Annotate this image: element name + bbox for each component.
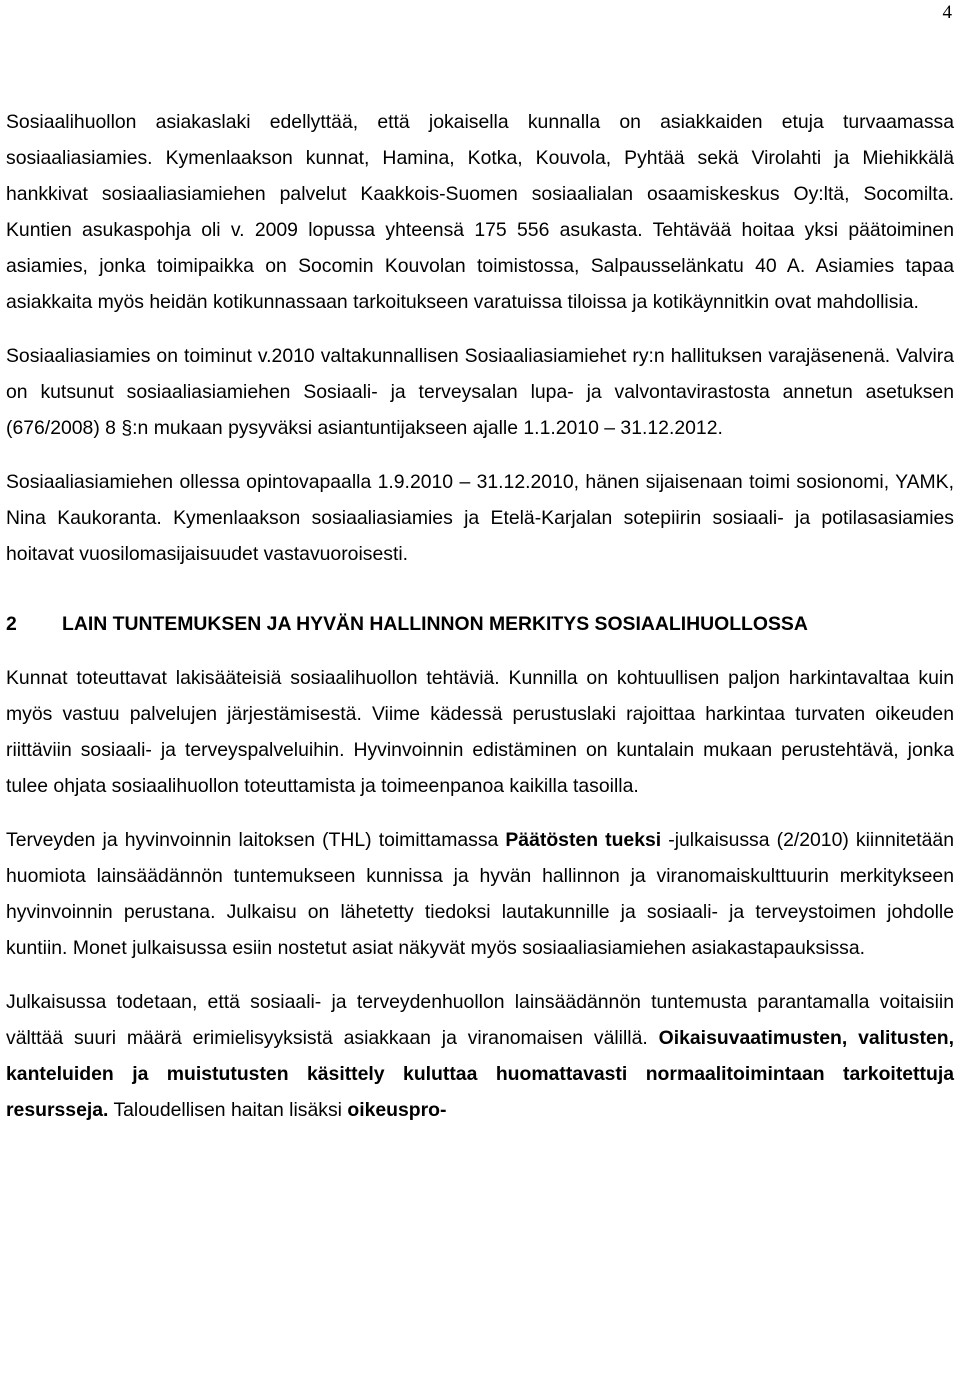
emphasis-bold: Oikaisuvaatimusten, valitusten, kanteluiden ja muistutusten käsittely kuluttaa huomattavasti normaalitoimintaan tarkoitettuja resursseja.	[6, 1027, 954, 1121]
paragraph-publication-findings	[6, 984, 954, 1128]
publication-title-bold: Päätösten tueksi	[505, 829, 662, 851]
section-spacer	[6, 572, 954, 606]
document-body	[6, 104, 954, 1128]
paragraph-social-ombudsman-intro: Sosiaalihuollon asiakaslaki edellyttää, että jokaisella kunnalla on asiakkaiden etuja turvaamassa sosiaaliasiamies. Kymenlaakson kunnat, Hamina, Kotka, Kouvola, Pyhtää sekä Virolahti ja Miehikkälä hankkivat sosiaaliasiamiehen palvelut Kaakkois-Suomen sosiaalialan osaamiskeskus Oy:ltä, Socomilta. Kuntien asukaspohja oli v. 2009 lopussa yhteensä 175 556 asukasta. Tehtävää hoitaa yksi päätoiminen asiamies, jonka toimipaikka on Socomin Kouvolan toimistossa, Salpausselänkatu 40 A. Asiamies tapaa asiakkaita myös heidän kotikunnassaan tarkoitukseen varatuissa tiloissa ja kotikäynnitkin ovat mahdollisia.	[6, 111, 954, 313]
section-number: 2	[6, 613, 17, 635]
text-run: Julkaisussa todetaan, että sosiaali- ja terveydenhuollon lainsäädännön tuntemusta parantamalla voitaisiin välttää suuri määrä erimielisyyksistä asiakkaan ja viranomaisen välillä.	[6, 991, 954, 1049]
paragraph-spacer	[6, 966, 954, 984]
paragraph-spacer	[6, 642, 954, 660]
paragraph-spacer	[6, 446, 954, 464]
text-run: Taloudellisen haitan lisäksi	[108, 1099, 348, 1121]
section-heading	[6, 606, 954, 642]
text-run: -julkaisussa (2/2010) kiinnitetään huomiota lainsäädännön tuntemukseen kunnissa ja hyvän hallinnon ja viranomaiskulttuurin merkitykseen hyvinvoinnin perustana. Julkaisu on lähetetty tiedoksi lautakunnille ja sosiaali- ja terveystoimen johdolle kuntiin. Monet julkaisussa esiin nostetut asiat näkyvät myös sosiaaliasiamiehen asiakastapauksissa.	[6, 829, 954, 959]
section-title: LAIN TUNTEMUKSEN JA HYVÄN HALLINNON MERKITYS SOSIAALIHUOLLOSSA	[62, 613, 808, 635]
text-run: Terveyden ja hyvinvoinnin laitoksen (THL) toimittamassa	[6, 829, 506, 851]
paragraph-ombudsman-memberships: Sosiaaliasiamies on toiminut v.2010 valtakunnallisen Sosiaaliasiamiehet ry:n hallituksen varajäsenenä. Valvira on kutsunut sosiaaliasiamiehen Sosiaali- ja terveysalan lupa- ja valvontavirastosta annetun asetuksen (676/2008) 8 §:n mukaan pysyväksi asiantuntijakseen ajalle 1.1.2010 – 31.12.2012.	[6, 345, 954, 439]
paragraph-spacer	[6, 804, 954, 822]
emphasis-bold-trailing: oikeuspro-	[347, 1099, 447, 1121]
paragraph-thl-publication	[6, 822, 954, 966]
paragraph-spacer	[6, 320, 954, 338]
paragraph-substitute: Sosiaaliasiamiehen ollessa opintovapaalla 1.9.2010 – 31.12.2010, hänen sijaisenaan toimi sosionomi, YAMK, Nina Kaukoranta. Kymenlaakson sosiaaliasiamies ja Etelä-Karjalan sotepiirin sosiaali- ja potilasasiamies hoitavat vuosilomasijaisuudet vastavuoroisesti.	[6, 471, 954, 565]
paragraph-municipal-duties: Kunnat toteuttavat lakisääteisiä sosiaalihuollon tehtäviä. Kunnilla on kohtuullisen paljon harkintavaltaa kuin myös vastuu palvelujen järjestämisestä. Viime kädessä perustuslaki rajoittaa harkintaa turvaten oikeuden riittäviin sosiaali- ja terveyspalveluihin. Hyvinvoinnin edistäminen on kuntalain mukaan perustehtävä, jonka tulee ohjata sosiaalihuollon toteuttamista ja toimeenpanoa kaikilla tasoilla.	[6, 667, 954, 797]
page-number: 4	[942, 2, 952, 23]
